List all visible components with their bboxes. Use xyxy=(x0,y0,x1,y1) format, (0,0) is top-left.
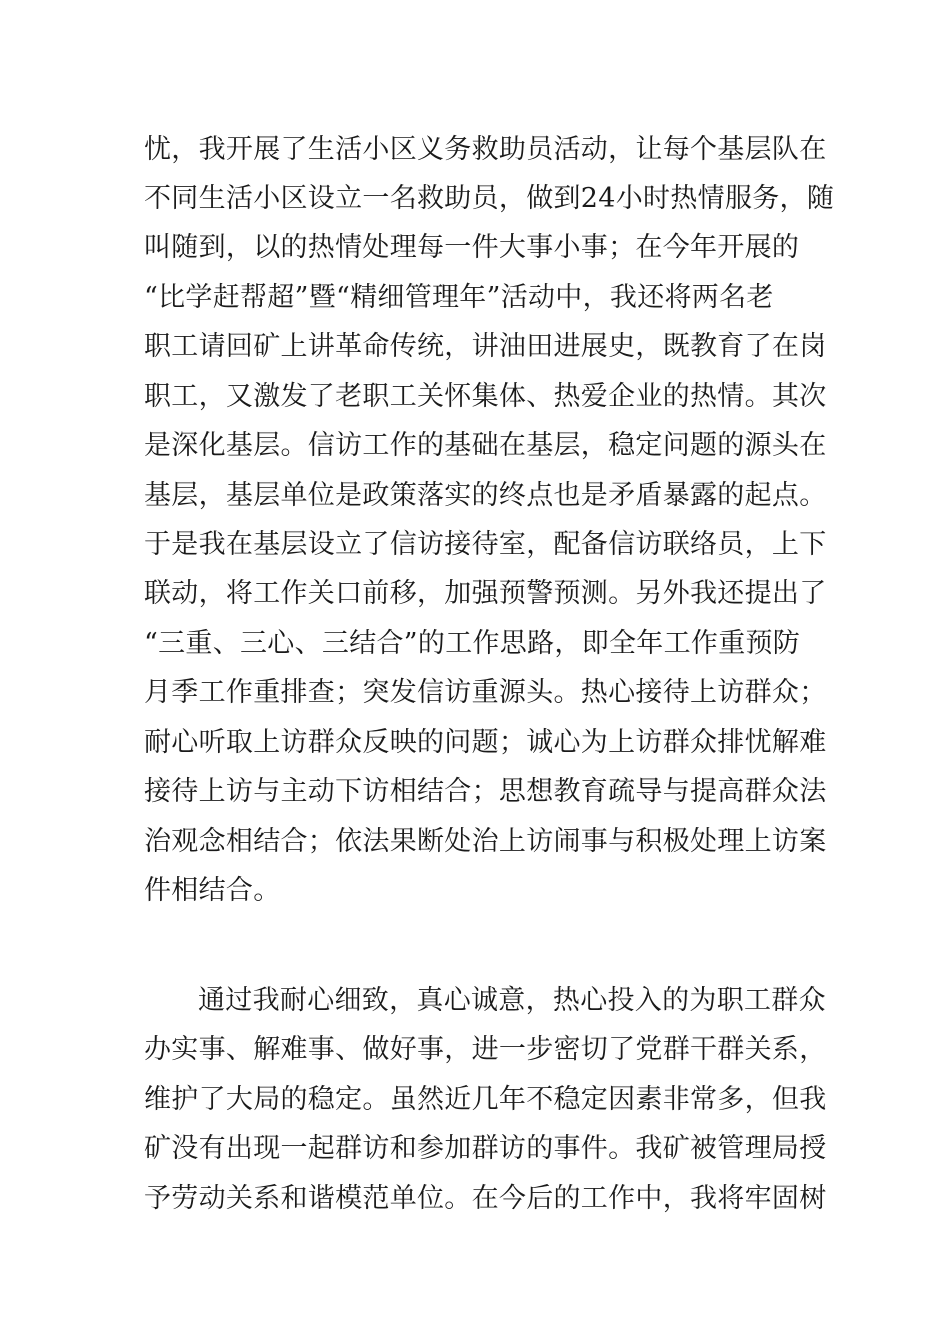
text-line: 月季工作重排查；突发信访重源头。热心接待上访群众； xyxy=(144,677,827,708)
text-line: 治观念相结合；依法果断处治上访闹事与积极处理上访案 xyxy=(144,826,827,857)
text-line: 叫随到，以的热情处理每一件大事小事；在今年开展的 xyxy=(144,232,800,263)
text-line: “比学赶帮超”暨“精细管理年”活动中，我还将两名老 xyxy=(144,282,774,313)
text-line: 耐心听取上访群众反映的问题；诚心为上访群众排忧解难 xyxy=(144,727,827,758)
text-line: 职工，又激发了老职工关怀集体、热爱企业的热情。其次 xyxy=(144,381,827,412)
text-line: 予劳动关系和谐模范单位。在今后的工作中，我将牢固树 xyxy=(144,1183,827,1214)
text-line: 接待上访与主动下访相结合；思想教育疏导与提高群众法 xyxy=(144,776,827,807)
text-line: 件相结合。 xyxy=(144,875,281,906)
text-line: 职工请回矿上讲革命传统，讲油田进展史，既教育了在岗 xyxy=(144,331,827,362)
text-line: 是深化基层。信访工作的基础在基层，稳定问题的源头在 xyxy=(144,430,827,461)
text-line: 联动，将工作关口前移，加强预警预测。另外我还提出了 xyxy=(144,578,827,609)
text-line: 通过我耐心细致，真心诚意，热心投入的为职工群众 xyxy=(198,985,826,1016)
text-line: 不同生活小区设立一名救助员，做到24小时热情服务，随 xyxy=(144,183,835,214)
text-line: 矿没有出现一起群访和参加群访的事件。我矿被管理局授 xyxy=(144,1133,827,1164)
text-line: 于是我在基层设立了信访接待室，配备信访联络员，上下 xyxy=(144,529,827,560)
text-line: 办实事、解难事、做好事，进一步密切了党群干群关系， xyxy=(144,1034,827,1065)
text-line: 维护了大局的稳定。虽然近几年不稳定因素非常多，但我 xyxy=(144,1084,827,1115)
text-line: 忧，我开展了生活小区义务救助员活动，让每个基层队在 xyxy=(144,134,827,165)
text-line: 基层，基层单位是政策落实的终点也是矛盾暴露的起点。 xyxy=(144,480,827,511)
text-line: “三重、三心、三结合”的工作思路，即全年工作重预防 xyxy=(144,628,801,659)
